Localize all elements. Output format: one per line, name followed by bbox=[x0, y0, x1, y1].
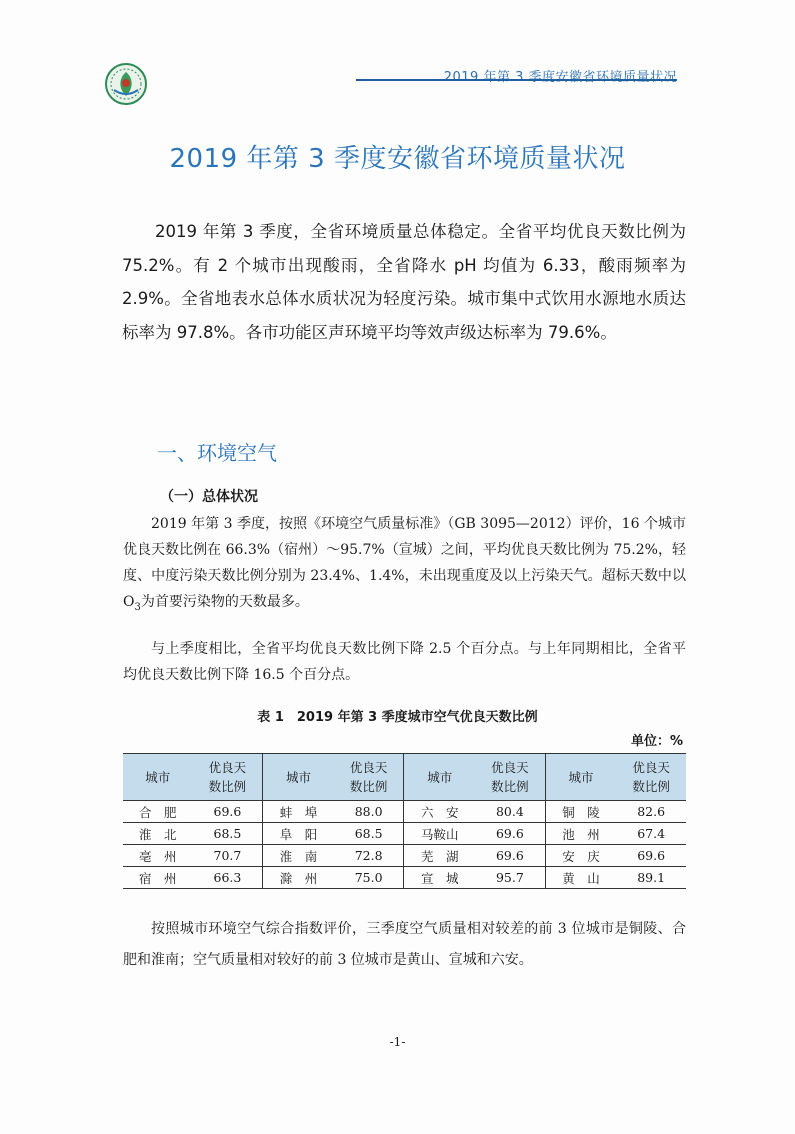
environment-agency-logo-icon bbox=[104, 62, 148, 106]
ratio-cell: 69.6 bbox=[193, 801, 263, 823]
subsection-heading-overview: （一）总体状况 bbox=[160, 489, 258, 505]
ratio-cell: 95.7 bbox=[475, 867, 545, 889]
table-row bbox=[123, 867, 686, 889]
air-quality-table bbox=[123, 753, 686, 889]
header-city: 城市 bbox=[545, 754, 616, 801]
city-cell: 合 肥 bbox=[123, 801, 193, 823]
overview-text-part2: 为首要污染物的天数最多。 bbox=[140, 594, 309, 610]
overview-text-part1: 2019 年第 3 季度，按照《环境空气质量标准》（GB 3095—2012）评价，16 个城市优良天数比例在 66.3%（宿州）～95.7%（宣城）之间，平均优良天数比例为 75.2%，轻度、中度污染天数比例分别为 23.4%、1.4%，未出现重度及以上污染天气。超标天数中以 O bbox=[123, 516, 686, 610]
overview-paragraph-text bbox=[123, 511, 686, 621]
city-cell: 铜 陵 bbox=[545, 801, 616, 823]
header-city: 城市 bbox=[263, 754, 334, 801]
city-cell: 淮 南 bbox=[263, 845, 334, 867]
ratio-cell: 82.6 bbox=[616, 801, 686, 823]
city-cell: 六 安 bbox=[404, 801, 475, 823]
header-ratio: 优良天 数比例 bbox=[616, 754, 686, 801]
ranking-paragraph-text: 按照城市环境空气综合指数评价，三季度空气质量相对较差的前 3 位城市是铜陵、合肥和淮南；空气质量相对较好的前 3 位城市是黄山、宣城和六安。 bbox=[123, 921, 686, 968]
city-cell: 蚌 埠 bbox=[263, 801, 334, 823]
table-header-row bbox=[123, 754, 686, 801]
city-cell: 淮 北 bbox=[123, 823, 193, 845]
city-cell: 芜 湖 bbox=[404, 845, 475, 867]
city-cell: 马鞍山 bbox=[404, 823, 475, 845]
city-cell: 阜 阳 bbox=[263, 823, 334, 845]
page-number: -1- bbox=[389, 1035, 406, 1049]
header-city: 城市 bbox=[123, 754, 193, 801]
summary-block bbox=[122, 215, 686, 349]
comparison-paragraph bbox=[123, 636, 686, 688]
running-header-title: 2019 年第 3 季度安徽省环境质量状况 bbox=[443, 70, 677, 85]
summary-paragraph: 2019 年第 3 季度，全省环境质量总体稳定。全省平均优良天数比例为 75.2%。有 2 个城市出现酸雨，全省降水 pH 均值为 6.33，酸雨频率为 2.9%。全省地表水总体水质状况为轻度污染。城市集中式饮用水源地水质达标率为 97.8%。各市功能区声环境平均等效声级达标率为 79.6%。 bbox=[122, 222, 686, 342]
city-cell: 黄 山 bbox=[545, 867, 616, 889]
ratio-cell: 70.7 bbox=[193, 845, 263, 867]
ratio-cell: 80.4 bbox=[475, 801, 545, 823]
ratio-cell: 67.4 bbox=[616, 823, 686, 845]
ranking-paragraph bbox=[123, 914, 686, 976]
ratio-cell: 69.6 bbox=[475, 823, 545, 845]
header-ratio: 优良天 数比例 bbox=[475, 754, 545, 801]
city-cell: 滁 州 bbox=[263, 867, 334, 889]
table-row bbox=[123, 801, 686, 823]
ratio-cell: 66.3 bbox=[193, 867, 263, 889]
ratio-cell: 69.6 bbox=[475, 845, 545, 867]
table-unit: 单位：% bbox=[630, 734, 683, 749]
header-ratio: 优良天 数比例 bbox=[193, 754, 263, 801]
ratio-cell: 88.0 bbox=[334, 801, 404, 823]
ratio-cell: 89.1 bbox=[616, 867, 686, 889]
table-row bbox=[123, 845, 686, 867]
city-cell: 宣 城 bbox=[404, 867, 475, 889]
ratio-cell: 68.5 bbox=[334, 823, 404, 845]
city-cell: 亳 州 bbox=[123, 845, 193, 867]
ozone-subscript: 3 bbox=[134, 601, 141, 613]
ratio-cell: 68.5 bbox=[193, 823, 263, 845]
header-rule bbox=[356, 79, 677, 81]
section-heading-air: 一、环境空气 bbox=[157, 441, 277, 465]
ratio-cell: 72.8 bbox=[334, 845, 404, 867]
table-caption: 表 1 2019 年第 3 季度城市空气优良天数比例 bbox=[257, 710, 538, 725]
ratio-cell: 75.0 bbox=[334, 867, 404, 889]
page-title: 2019 年第 3 季度安徽省环境质量状况 bbox=[169, 144, 626, 174]
ratio-cell: 69.6 bbox=[616, 845, 686, 867]
city-cell: 安 庆 bbox=[545, 845, 616, 867]
header-city: 城市 bbox=[404, 754, 475, 801]
table-row bbox=[123, 823, 686, 845]
city-cell: 宿 州 bbox=[123, 867, 193, 889]
comparison-paragraph-text: 与上季度相比，全省平均优良天数比例下降 2.5 个百分点。与上年同期相比，全省平均优良天数比例下降 16.5 个百分点。 bbox=[123, 641, 686, 683]
header-ratio: 优良天 数比例 bbox=[334, 754, 404, 801]
overview-paragraph bbox=[123, 511, 686, 621]
city-cell: 池 州 bbox=[545, 823, 616, 845]
